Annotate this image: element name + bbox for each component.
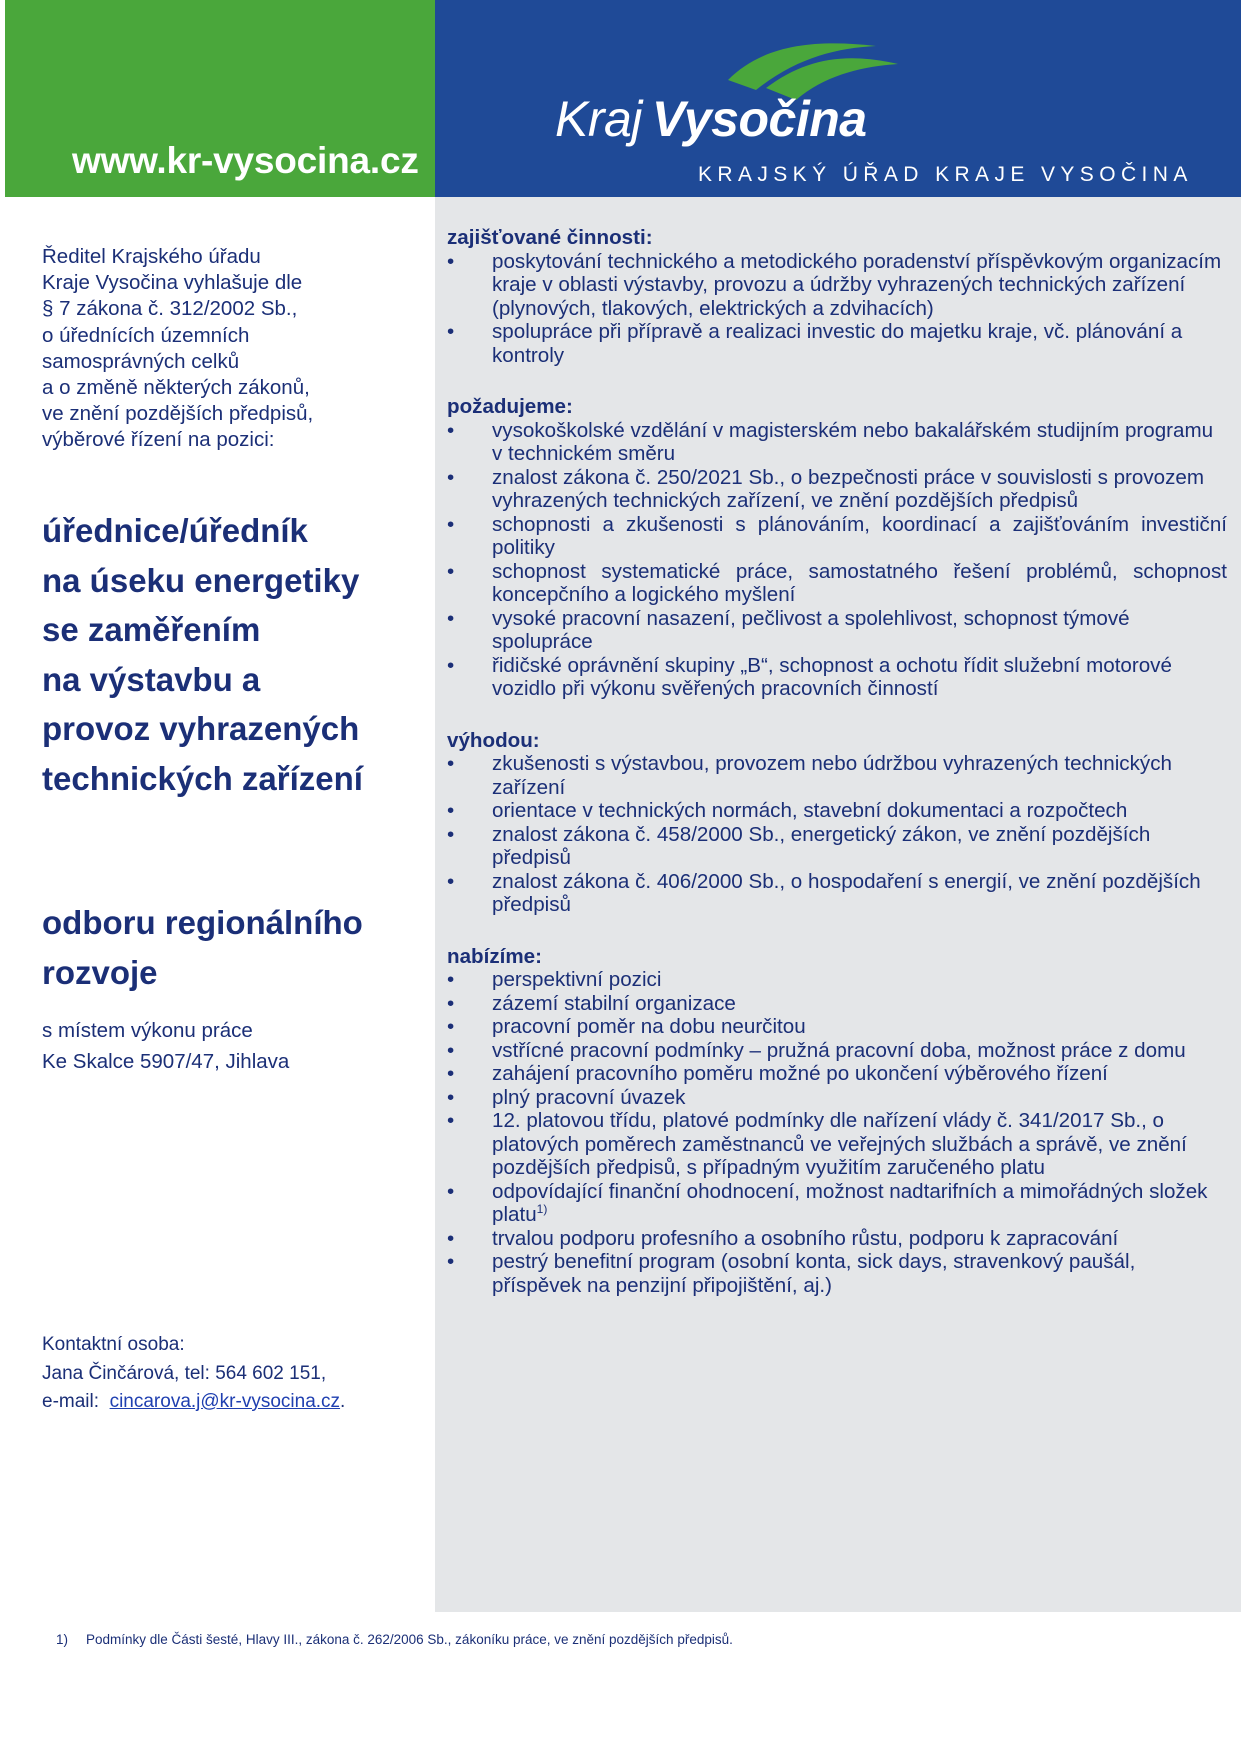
intro-line: a o změně některých zákonů,	[42, 376, 310, 400]
contact-block	[42, 1331, 345, 1417]
list-item: • zkušenosti s výstavbou, provozem nebo údržbou vyhrazených technických zařízení	[447, 752, 1227, 799]
position-title-line: provoz vyhrazených	[42, 710, 360, 747]
offer-title: nabízíme:	[447, 944, 542, 968]
footnote-text: Podmínky dle Části šesté, Hlavy III., zákona č. 262/2006 Sb., zákoníku práce, ve znění pozdějších předpisů.	[86, 1632, 733, 1647]
intro-line: § 7 zákona č. 312/2002 Sb.,	[42, 297, 298, 321]
list-item: • 12. platovou třídu, platové podmínky dle nařízení vlády č. 341/2017 Sb., o platových poměrech zaměstnanců ve veřejných službách a správě, ve znění pozdějších předpisů, s případným využitím zaručeného platu	[447, 1109, 1227, 1180]
website-url[interactable]: www.kr-vysocina.cz	[72, 140, 419, 181]
advantage-title: výhodou:	[447, 728, 540, 752]
footnote	[56, 1632, 733, 1647]
list-item: • vstřícné pracovní podmínky – pružná pracovní doba, možnost práce z domu	[447, 1039, 1227, 1063]
list-item: • pracovní poměr na dobu neurčitou	[447, 1015, 1227, 1039]
logo-word-vysocina: Vysočina	[651, 91, 867, 147]
department-title	[42, 898, 412, 997]
list-item: • orientace v technických normách, stavební dokumentaci a rozpočtech	[447, 799, 1227, 823]
position-title	[42, 506, 412, 803]
list-item-text: odpovídající finanční ohodnocení, možnost nadtarifních a mimořádných složek platu	[492, 1179, 1208, 1226]
requirements-list	[447, 419, 1227, 701]
list-item	[447, 1180, 1227, 1227]
intro-line: Ředitel Krajského úřadu	[42, 245, 261, 268]
offer-list	[447, 968, 1227, 1297]
requirements-title: požadujeme:	[447, 395, 573, 418]
workplace-line: s místem výkonu práce	[42, 1019, 253, 1042]
left-column	[42, 244, 412, 1412]
workplace-text	[42, 1016, 289, 1077]
email-link[interactable]: cincarova.j@kr-vysocina.cz	[109, 1391, 341, 1412]
list-item: • perspektivní pozici	[447, 968, 1227, 992]
list-item: • zázemí stabilní organizace	[447, 992, 1227, 1016]
intro-line: samosprávných celků	[42, 349, 240, 373]
email-suffix: .	[340, 1391, 346, 1412]
position-title-line: na výstavbu a	[42, 660, 261, 698]
footnote-ref: 1)	[536, 1202, 548, 1217]
list-item: • znalost zákona č. 458/2000 Sb., energetický zákon, ve znění pozdějších předpisů	[447, 823, 1227, 870]
right-column	[447, 226, 1227, 1325]
intro-line: o úřednících územních	[42, 323, 250, 347]
email-label: e-mail:	[42, 1391, 100, 1412]
duties-list	[447, 250, 1227, 368]
list-item: • trvalou podporu profesního a osobního růstu, podporu k zapracování	[447, 1227, 1227, 1251]
logo-wordmark	[555, 90, 867, 148]
position-title-line: se zaměřením	[42, 611, 261, 648]
duties-title: zajišťované činnosti:	[447, 226, 653, 249]
footnote-number: 1)	[56, 1632, 69, 1647]
contact-person: Jana Činčárová, tel: 564 602 151,	[42, 1362, 327, 1384]
contact-label: Kontaktní osoba:	[42, 1334, 185, 1355]
intro-line: výběrové řízení na pozici:	[42, 428, 275, 452]
list-item: • poskytování technického a metodického poradenství příspěvkovým organizacím kraje v oblasti výstavby, provozu a údržby vyhrazených technických zařízení (plynových, tlakových, elektrických a zdvihacích)	[447, 250, 1227, 321]
list-item: • schopnost systematické práce, samostatného řešení problémů, schopnost koncepčního a logického myšlení	[447, 560, 1227, 607]
list-item: • vysoké pracovní nasazení, pečlivost a spolehlivost, schopnost týmové spolupráce	[447, 607, 1227, 654]
list-item: • pestrý benefitní program (osobní konta, sick days, stravenkový paušál, příspěvek na penzijní připojištění, aj.)	[447, 1250, 1227, 1297]
list-item: • řidičské oprávnění skupiny „B“, schopnost a ochotu řídit služební motorové vozidlo při výkonu svěřených pracovních činností	[447, 654, 1227, 701]
position-title-line: na úseku energetiky	[42, 561, 360, 599]
advantage-list	[447, 752, 1227, 917]
intro-text	[42, 244, 412, 454]
department-title-line: rozvoje	[42, 953, 158, 991]
department-title-line: odboru regionálního	[42, 904, 363, 941]
logo-word-kraj: Kraj	[555, 91, 642, 147]
list-item: • zahájení pracovního poměru možné po ukončení výběrového řízení	[447, 1062, 1227, 1086]
list-item: • znalost zákona č. 406/2000 Sb., o hospodaření s energií, ve znění pozdějších předpisů	[447, 870, 1227, 917]
list-item: • schopnosti a zkušenosti s plánováním, koordinací a zajišťováním investiční politiky	[447, 513, 1227, 560]
intro-line: Kraje Vysočina vyhlašuje dle	[42, 271, 303, 295]
list-item: • spolupráce při přípravě a realizaci investic do majetku kraje, vč. plánování a kontroly	[447, 320, 1227, 367]
position-title-line: úřednice/úředník	[42, 512, 308, 549]
list-item: • vysokoškolské vzdělání v magisterském nebo bakalářském studijním programu v technickém směru	[447, 419, 1227, 466]
list-item: • znalost zákona č. 250/2021 Sb., o bezpečnosti práce v souvislosti s provozem vyhrazených technických zařízení, ve znění pozdějších předpisů	[447, 466, 1227, 513]
position-title-line: technických zařízení	[42, 759, 363, 797]
list-item: • plný pracovní úvazek	[447, 1086, 1227, 1110]
intro-line: ve znění pozdějších předpisů,	[42, 402, 314, 426]
logo-subtitle: KRAJSKÝ ÚŘAD KRAJE VYSOČINA	[698, 163, 1193, 186]
workplace-address: Ke Skalce 5907/47, Jihlava	[42, 1049, 290, 1073]
